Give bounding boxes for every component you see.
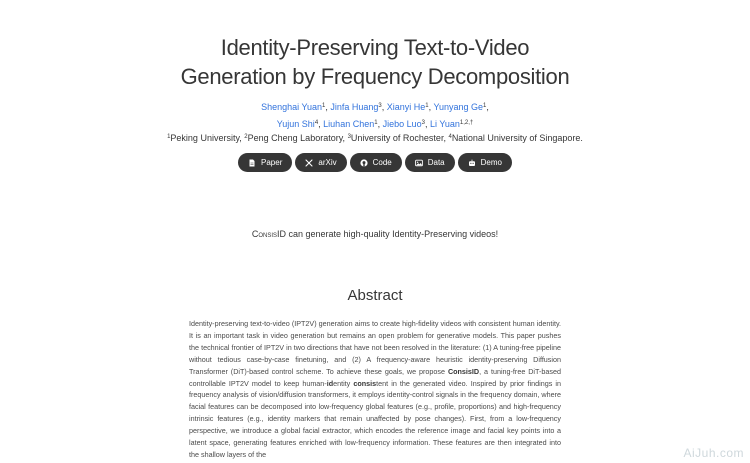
affil-sup: 2: [244, 134, 248, 140]
paper-button[interactable]: [238, 153, 292, 172]
file-pdf-icon: [248, 159, 256, 167]
page-title: [0, 33, 750, 91]
author-sup: 1,2,†: [459, 120, 474, 126]
author-link[interactable]: Jiebo Luo: [382, 119, 422, 129]
arxiv-label: arXiv: [318, 158, 337, 167]
affil-sup: 1: [167, 134, 171, 140]
abstract-bold: id: [326, 378, 334, 388]
abstract-text: [189, 318, 561, 461]
abstract-part: entity: [333, 378, 354, 388]
brand-name: ConsisID: [251, 229, 287, 239]
author-link[interactable]: Jinfa Huang: [330, 102, 379, 112]
code-button[interactable]: [350, 153, 402, 172]
arxiv-button[interactable]: [295, 153, 346, 172]
code-label: Code: [372, 158, 392, 167]
affiliation: Peking University: [170, 133, 240, 143]
abstract-part: tent in the generated video. Inspired by prior findings in frequency analysis of vision/diffusion transformers, it employs identity-control signals in the frequency domain, where facial features can be decomposed into low-frequency global features (e.g., profile, proportions) and high-frequency intrinsic features (e.g., identity markers that remain unaffected by pose changes). First, from a low-frequency perspective, we introduce a global facial extractor, which encodes the reference image and facial key points into a latent space, generating features enriched with low-frequency information. These features are then integrated into the shallow layers of the: [189, 378, 561, 459]
author-list: Shenghai Yuan$^1$, Jinfa Huang$^3$, Xianyi He$^1$, Yunyang Ge$^1$, Yujun Shi$^4$, Liuhan Chen$^1$, Jiebo Luo$^3$, Li Yuan$^{1,2,\dagger}$: [261, 102, 489, 129]
abstract-heading: Abstract: [347, 287, 403, 304]
title-line-2: Generation by Frequency Decomposition: [180, 64, 570, 89]
author-link[interactable]: Xianyi He: [386, 102, 426, 112]
author-sup: 3: [378, 103, 382, 109]
data-button[interactable]: [405, 153, 455, 172]
author-link[interactable]: Li Yuan: [429, 119, 460, 129]
author-link[interactable]: Liuhan Chen: [323, 119, 375, 129]
demo-button[interactable]: [458, 153, 512, 172]
abstract-bold: consis: [353, 378, 377, 388]
tagline: [0, 229, 750, 239]
author-sup: 1: [425, 103, 429, 109]
demo-label: Demo: [480, 158, 502, 167]
title-line-1: Identity-Preserving Text-to-Video: [220, 35, 530, 60]
affil-sup: 4: [448, 134, 452, 140]
abstract-part: , a tuning-free DiT-based controllable IPT2V model to keep human-: [189, 366, 561, 388]
author-sup: 3: [421, 120, 425, 126]
data-label: Data: [427, 158, 445, 167]
author-link[interactable]: Yunyang Ge: [433, 102, 484, 112]
author-sup: 1: [483, 103, 487, 109]
affil-sup: 3: [347, 134, 351, 140]
paper-label: Paper: [261, 158, 283, 167]
robot-icon: [468, 159, 476, 167]
watermark: AiJuh.com: [683, 446, 744, 460]
arxiv-icon: [305, 159, 313, 167]
author-sup: 1: [322, 103, 326, 109]
affiliations: $^1$Peking University, $^2$Peng Cheng Laboratory, $^3$University of Rochester, $^4$National University of Singapore.: [167, 133, 583, 143]
link-buttons: [0, 153, 750, 172]
author-sup: 4: [314, 120, 319, 126]
affiliation: Peng Cheng Laboratory: [247, 133, 343, 143]
author-link[interactable]: Yujun Shi: [276, 119, 315, 129]
abstract-brand: ConsisID: [447, 366, 480, 376]
author-sup: 1: [374, 120, 378, 126]
affiliation: National University of Singapore: [451, 133, 581, 143]
affiliation: University of Rochester: [350, 133, 444, 143]
dataset-icon: [415, 159, 423, 167]
github-icon: [360, 159, 368, 167]
tagline-text: can generate high-quality Identity-Preserving videos!: [286, 229, 499, 239]
author-link[interactable]: Shenghai Yuan: [261, 102, 322, 112]
abstract-part: Identity-preserving text-to-video (IPT2V) generation aims to create high-fidelity videos with consistent human identity. It is an important task in video generation but remains an open problem for generative models. This paper pushes the technical frontier of IPT2V in two directions that have not been resolved in the literature: (1) A tuning-free pipeline without tedious case-by-case finetuning, and (2) A frequency-aware heuristic identity-preserving Diffusion Transformer (DiT)-based control scheme. To achieve these goals, we propose: [189, 319, 561, 376]
